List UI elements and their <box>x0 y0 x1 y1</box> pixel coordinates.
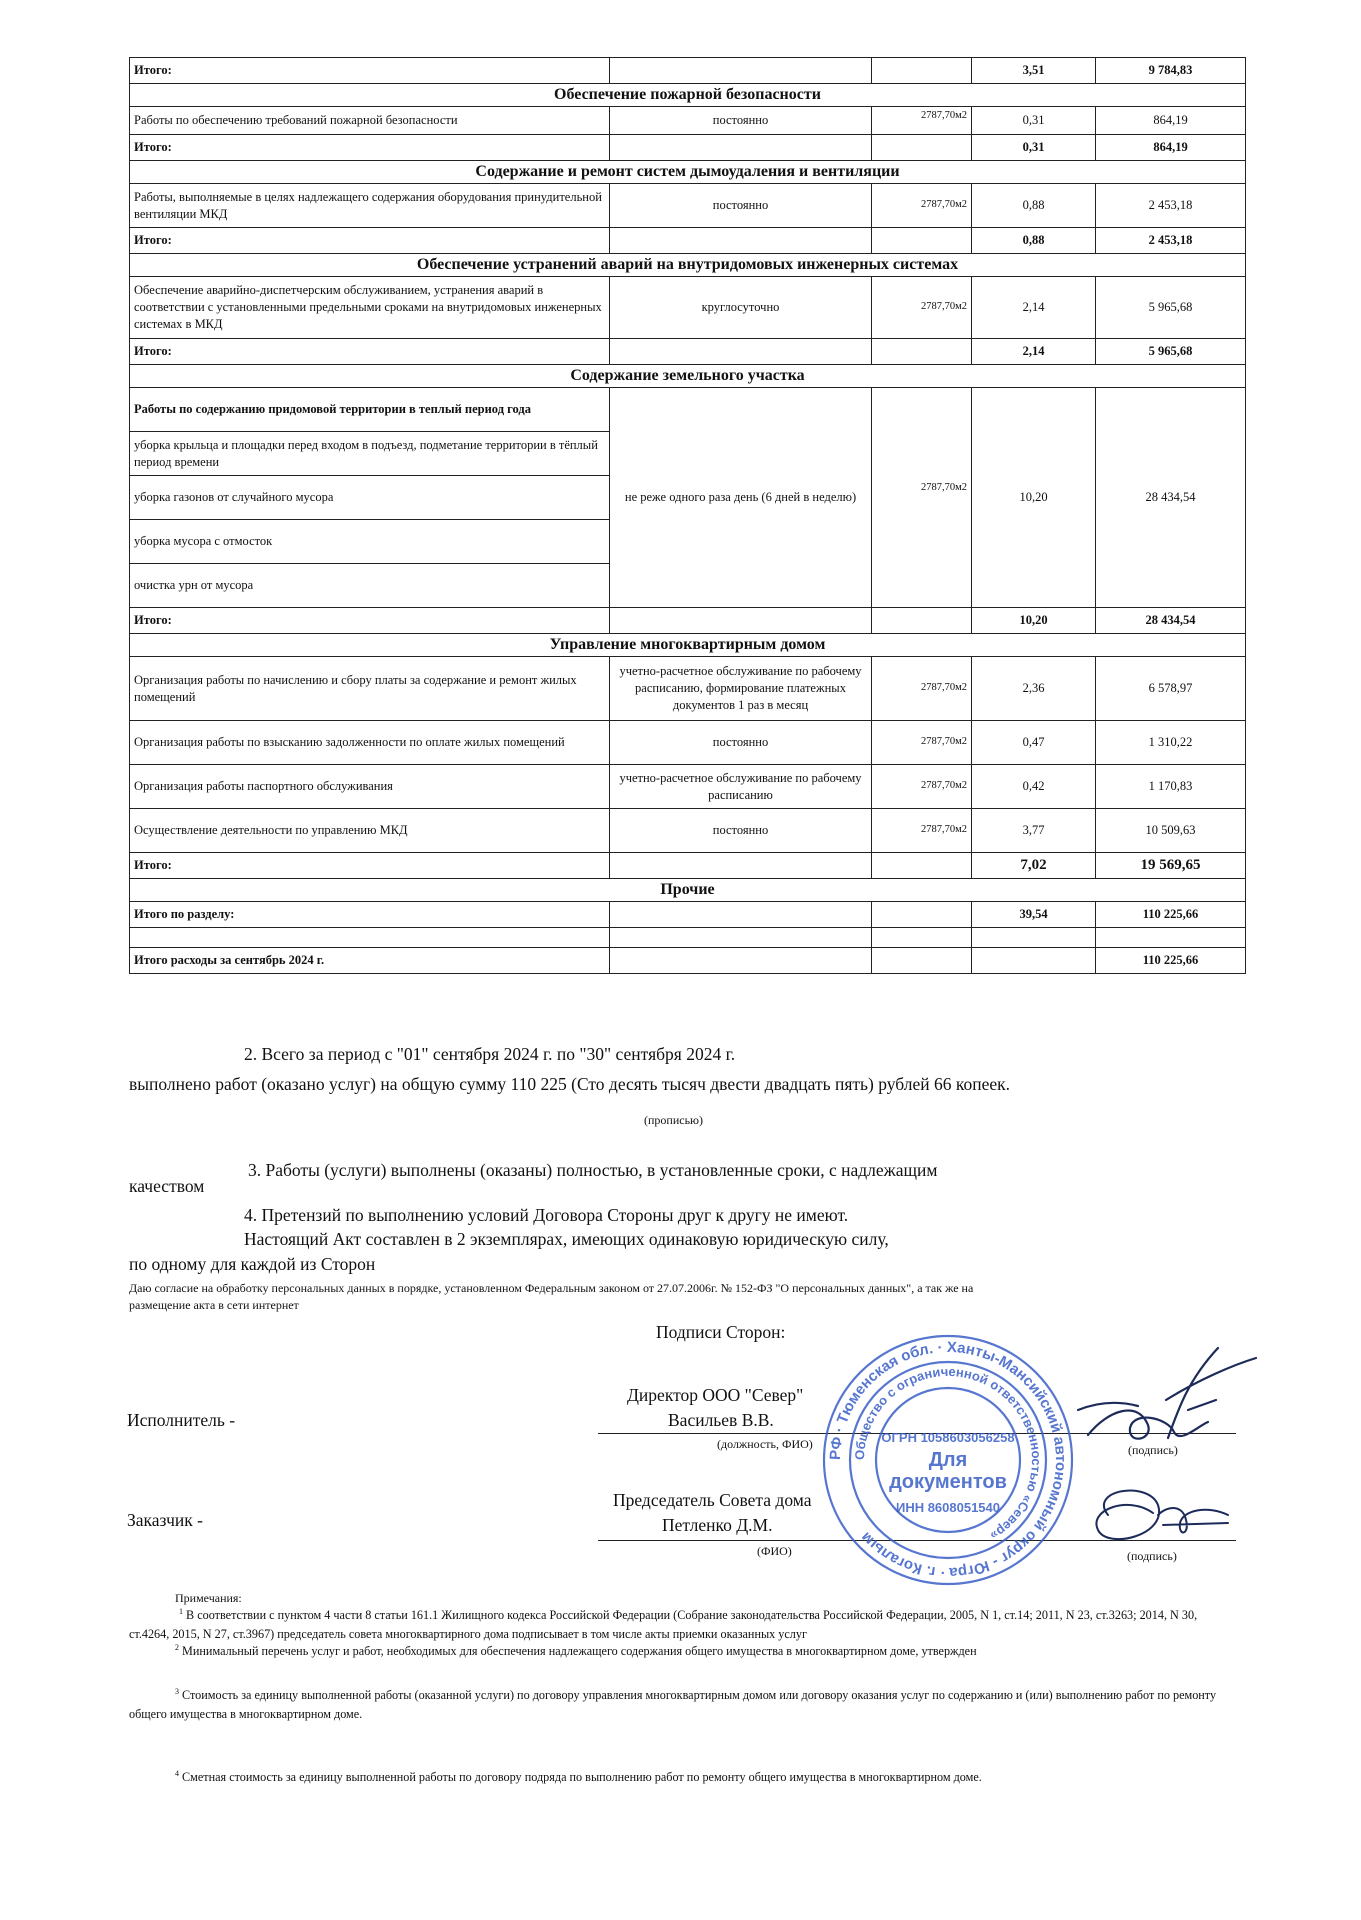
signatures-title: Подписи Сторон: <box>656 1322 786 1342</box>
customer-position: Председатель Совета дома <box>613 1490 812 1510</box>
month-total-row: Итого расходы за сентябрь 2024 г. 110 225,66 <box>130 948 1246 974</box>
note-1: $^1$ В соответствии с пунктом 4 части 8 статьи 161.1 Жилищного кодекса Российской Федерации (Собрание законодательства Российской Федерации, 2005, N 1, ст.14; 2011, N 23, ст.3263; 2014, N 30, ст.4264, 2015, N 27, ст.3967) председатель совета многоквартирного дома подписывает в том числе акты приемки оказанных услуг <box>129 1607 1198 1641</box>
note-4: $^4$ Сметная стоимость за единицу выполненной работы по договору подряда по выполнению работ по ремонту общего имущества в многоквартирном доме. <box>175 1769 982 1785</box>
copies-text: Настоящий Акт составлен в 2 экземплярах, имеющих одинаковую юридическую силу, <box>244 1229 889 1249</box>
quality-text: 3. Работы (услуги) выполнены (оказаны) полностью, в установленные сроки, с надлежащим <box>248 1160 938 1180</box>
executor-name: Васильев В.В. <box>668 1410 774 1430</box>
customer-caption: (ФИО) <box>757 1544 792 1558</box>
copies-text-end: по одному для каждой из Сторон <box>129 1254 376 1274</box>
total-row: Итого: 0,31 864,19 <box>130 135 1246 161</box>
stamp-inn: ИНН 8608051540 <box>895 1500 1001 1515</box>
section-header: Обеспечение пожарной безопасности <box>130 84 1246 107</box>
empty-row <box>130 928 1246 948</box>
services-table <box>129 57 1246 974</box>
customer-sign-caption: (подпись) <box>1127 1549 1177 1563</box>
table-row: Осуществление деятельности по управлению МКД постоянно 2787,70м2 3,77 10 509,63 <box>130 809 1246 853</box>
note-2: $^2$ Минимальный перечень услуг и работ, необходимых для обеспечения надлежащего содержания общего имущества в многоквартирном доме, утвержден <box>175 1643 977 1659</box>
table-row: уборка крыльца и площадки перед входом в подъезд, подметание территории в тёплый период времени <box>130 432 1246 476</box>
total-row: Итого: 2,14 5 965,68 <box>130 339 1246 365</box>
customer-name: Петленко Д.М. <box>662 1515 773 1535</box>
total-row: Итого: 0,88 2 453,18 <box>130 228 1246 254</box>
consent-text: Даю согласие на обработку персональных данных в порядке, установленном Федеральным законом от 27.07.2006г. № 152-ФЗ "О персональных данных", а так же на <box>129 1281 974 1295</box>
company-stamp <box>818 1330 1078 1590</box>
stamp-center-line2: документов <box>889 1471 1007 1493</box>
customer-label: Заказчик - <box>127 1510 203 1530</box>
total-sum-text: выполнено работ (оказано услуг) на общую сумму 110 225 (Сто десять тысяч двести двадцать пять) рублей 66 копеек. <box>129 1074 1010 1094</box>
table-row: Организация работы по взысканию задолженности по оплате жилых помещений постоянно 2787,70м2 0,47 1 310,22 <box>130 721 1246 765</box>
executor-signature <box>1068 1340 1268 1460</box>
table-row: Обеспечение аварийно-диспетчерским обслуживанием, устранения аварий в соответствии с установленными предельными сроками на внутридомовых инженерных системах в МКД круглосуточно 2787,70м2 2,14 5 965,68 <box>130 277 1246 339</box>
table-row: Работы по обеспечению требований пожарной безопасности постоянно 2787,70м2 0,31 864,19 <box>130 107 1246 135</box>
customer-signature <box>1068 1475 1248 1555</box>
section-header: Обеспечение устранений аварий на внутридомовых инженерных системах <box>130 254 1246 277</box>
section-total-row: Итого по разделу: 39,54 110 225,66 <box>130 902 1246 928</box>
claims-text: 4. Претензий по выполнению условий Договора Стороны друг к другу не имеют. <box>244 1205 849 1225</box>
table-row: уборка мусора с отмосток <box>130 520 1246 564</box>
section-header: Содержание земельного участка <box>130 365 1246 388</box>
stamp-outer-text: РФ · Тюменская обл. · Ханты-Мансийский автономный округ - Югра · г. Когалым <box>826 1338 1070 1582</box>
section-header: Управление многоквартирным домом <box>130 634 1246 657</box>
total-row: Итого: 3,51 9 784,83 <box>130 58 1246 84</box>
executor-caption: (должность, ФИО) <box>717 1437 813 1451</box>
executor-sign-caption: (подпись) <box>1128 1443 1178 1457</box>
stamp-inner-text: Общество с ограниченной ответственностью «Север» <box>851 1363 1045 1544</box>
table-row: Работы по содержанию придомовой территории в теплый период года не реже одного раза день (6 дней в неделю) 2787,70м2 10,20 28 434,54 <box>130 388 1246 432</box>
table-row: Работы, выполняемые в целях надлежащего содержания оборудования принудительной вентиляции МКД постоянно 2787,70м2 0,88 2 453,18 <box>130 184 1246 228</box>
table-row: уборка газонов от случайного мусора <box>130 476 1246 520</box>
total-row: Итого: 7,02 19 569,65 <box>130 853 1246 879</box>
consent-text-end: размещение акта в сети интернет <box>129 1298 299 1312</box>
total-row: Итого: 10,20 28 434,54 <box>130 608 1246 634</box>
notes-title: Примечания: <box>175 1591 242 1605</box>
in-words-caption: (прописью) <box>644 1113 704 1127</box>
section-header: Прочие <box>130 879 1246 902</box>
quality-text-end: качеством <box>129 1176 205 1196</box>
table-row: Организация работы по начислению и сбору платы за содержание и ремонт жилых помещений учетно-расчетное обслуживание по рабочему расписанию, формирование платежных документов 1 раз в месяц 2787,70м2 2,36 6 578,97 <box>130 657 1246 721</box>
executor-label: Исполнитель - <box>127 1410 236 1430</box>
executor-position: Директор ООО "Север" <box>627 1385 804 1405</box>
section-header: Содержание и ремонт систем дымоудаления и вентиляции <box>130 161 1246 184</box>
stamp-ogrn: ОГРН 1058603056258 <box>881 1430 1015 1445</box>
table-row: очистка урн от мусора <box>130 564 1246 608</box>
total-period-text: 2. Всего за период с "01" сентября 2024 г. по "30" сентября 2024 г. <box>244 1044 736 1064</box>
table-row: Организация работы паспортного обслуживания учетно-расчетное обслуживание по рабочему расписанию 2787,70м2 0,42 1 170,83 <box>130 765 1246 809</box>
note-3: $^3$ Стоимость за единицу выполненной работы (оказанной услуги) по договору управления многоквартирным домом или договору оказания услуг по содержанию и (или) выполнению работ по ремонту общего имущества в многоквартирном доме. <box>129 1687 1217 1721</box>
stamp-center-line1: Для <box>928 1449 968 1471</box>
